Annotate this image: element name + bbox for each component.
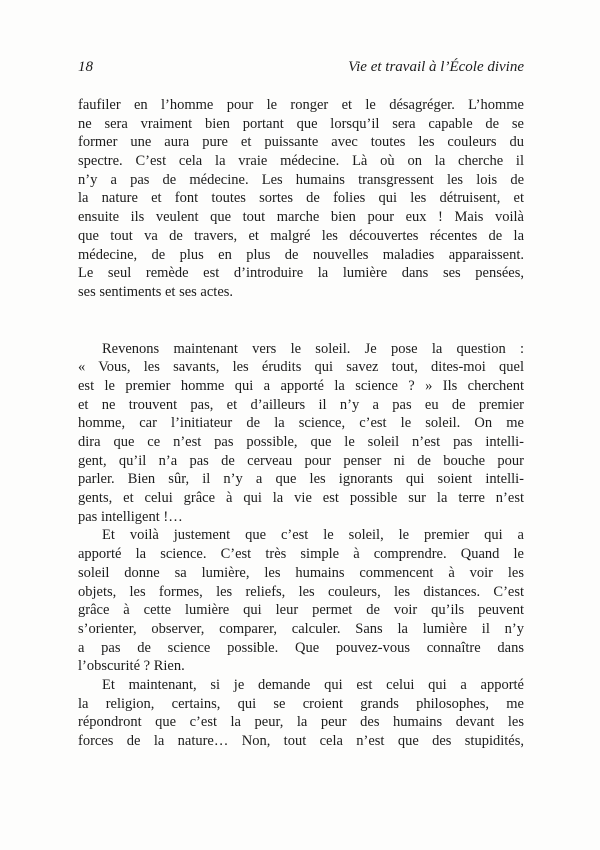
text-line: faufiler en l’homme pour le ronger et le désagréger. L’homme — [78, 97, 524, 113]
text-line: ensuite ils veulent que tout marche bien pour eux ! Mais voilà — [78, 209, 524, 226]
running-header — [78, 58, 524, 76]
text-line: a pas de science possible. Que pouvez-vous connaître dans — [78, 639, 524, 656]
text-line: homme, car l’initiateur de la science, c’est le soleil. On me — [78, 415, 524, 432]
text-line: ses sentiments et ses actes. — [78, 283, 234, 300]
text-line: Le seul remède est d’introduire la lumière dans ses pensées, — [78, 265, 524, 282]
page-number: 18 — [78, 59, 93, 75]
text-line: apporté la science. C’est très simple à comprendre. Quand le — [78, 546, 524, 563]
text-line: grâce à cette lumière qui leur permet de voir qu’ils peuvent — [78, 602, 524, 619]
running-title: Vie et travail à l’École divine — [348, 59, 524, 75]
text-line: Revenons maintenant vers le soleil. Je pose la question : — [102, 340, 524, 357]
text-line: ne sera vraiment bien portant que lorsqu’il sera capable de se — [78, 115, 524, 132]
text-line: Et maintenant, si je demande qui est celui qui a apporté — [102, 676, 524, 693]
text-line: pas intelligent !… — [78, 508, 183, 525]
text-line: s’orienter, observer, comparer, calculer. Sans la lumière il n’y — [78, 620, 524, 637]
paragraph — [78, 676, 524, 751]
text-line: objets, les formes, les reliefs, les couleurs, les distances. C’est — [78, 583, 524, 600]
text-line: spectre. C’est cela la vraie médecine. Là où on la cherche il — [78, 153, 524, 170]
text-line: former une aura pure et puissante avec toutes les couleurs du — [78, 134, 524, 151]
text-line: médecine, de plus en plus de nouvelles maladies apparaissent. — [78, 246, 524, 263]
text-line: « Vous, les savants, les érudits qui savez tout, dites-moi quel — [78, 359, 524, 376]
paragraph — [78, 96, 524, 302]
paragraph — [78, 340, 524, 527]
page-body — [78, 96, 524, 751]
text-line: et ne trouvent pas, et d’ailleurs il n’y a pas eu de premier — [78, 396, 524, 413]
text-line: l’obscurité ? Rien. — [78, 658, 185, 675]
text-line: gents, et celui grâce à qui la vie est possible sur la terre n’est — [78, 490, 524, 507]
text-line: n’y a pas de médecine. Les humains transgressent les lois de — [78, 171, 524, 188]
text-line: la religion, certains, qui se croient grands philosophes, me — [78, 695, 524, 712]
text-line: parler. Bien sûr, il n’y a que les ignorants qui soient intelli- — [78, 471, 524, 488]
text-line: dira que ce n’est pas possible, que le soleil n’est pas intelli- — [78, 434, 524, 450]
paragraph — [78, 526, 524, 676]
text-line: gent, qu’il n’a pas de cerveau pour penser ni de bouche pour — [78, 452, 524, 469]
text-line: soleil donne sa lumière, les humains commencent à voir les — [78, 564, 524, 581]
text-line: la nature et font toutes sortes de folies qui les détruisent, et — [78, 190, 524, 207]
text-line: est le premier homme qui a apporté la science ? » Ils cherchent — [78, 377, 524, 394]
text-line: que tout va de travers, et malgré les découvertes récentes de la — [78, 227, 524, 244]
text-line: forces de la nature… Non, tout cela n’est que des stupidités, — [78, 733, 524, 749]
text-line: Et voilà justement que c’est le soleil, le premier qui a — [102, 527, 524, 544]
text-line: répondront que c’est la peur, la peur des humains devant les — [78, 714, 524, 731]
